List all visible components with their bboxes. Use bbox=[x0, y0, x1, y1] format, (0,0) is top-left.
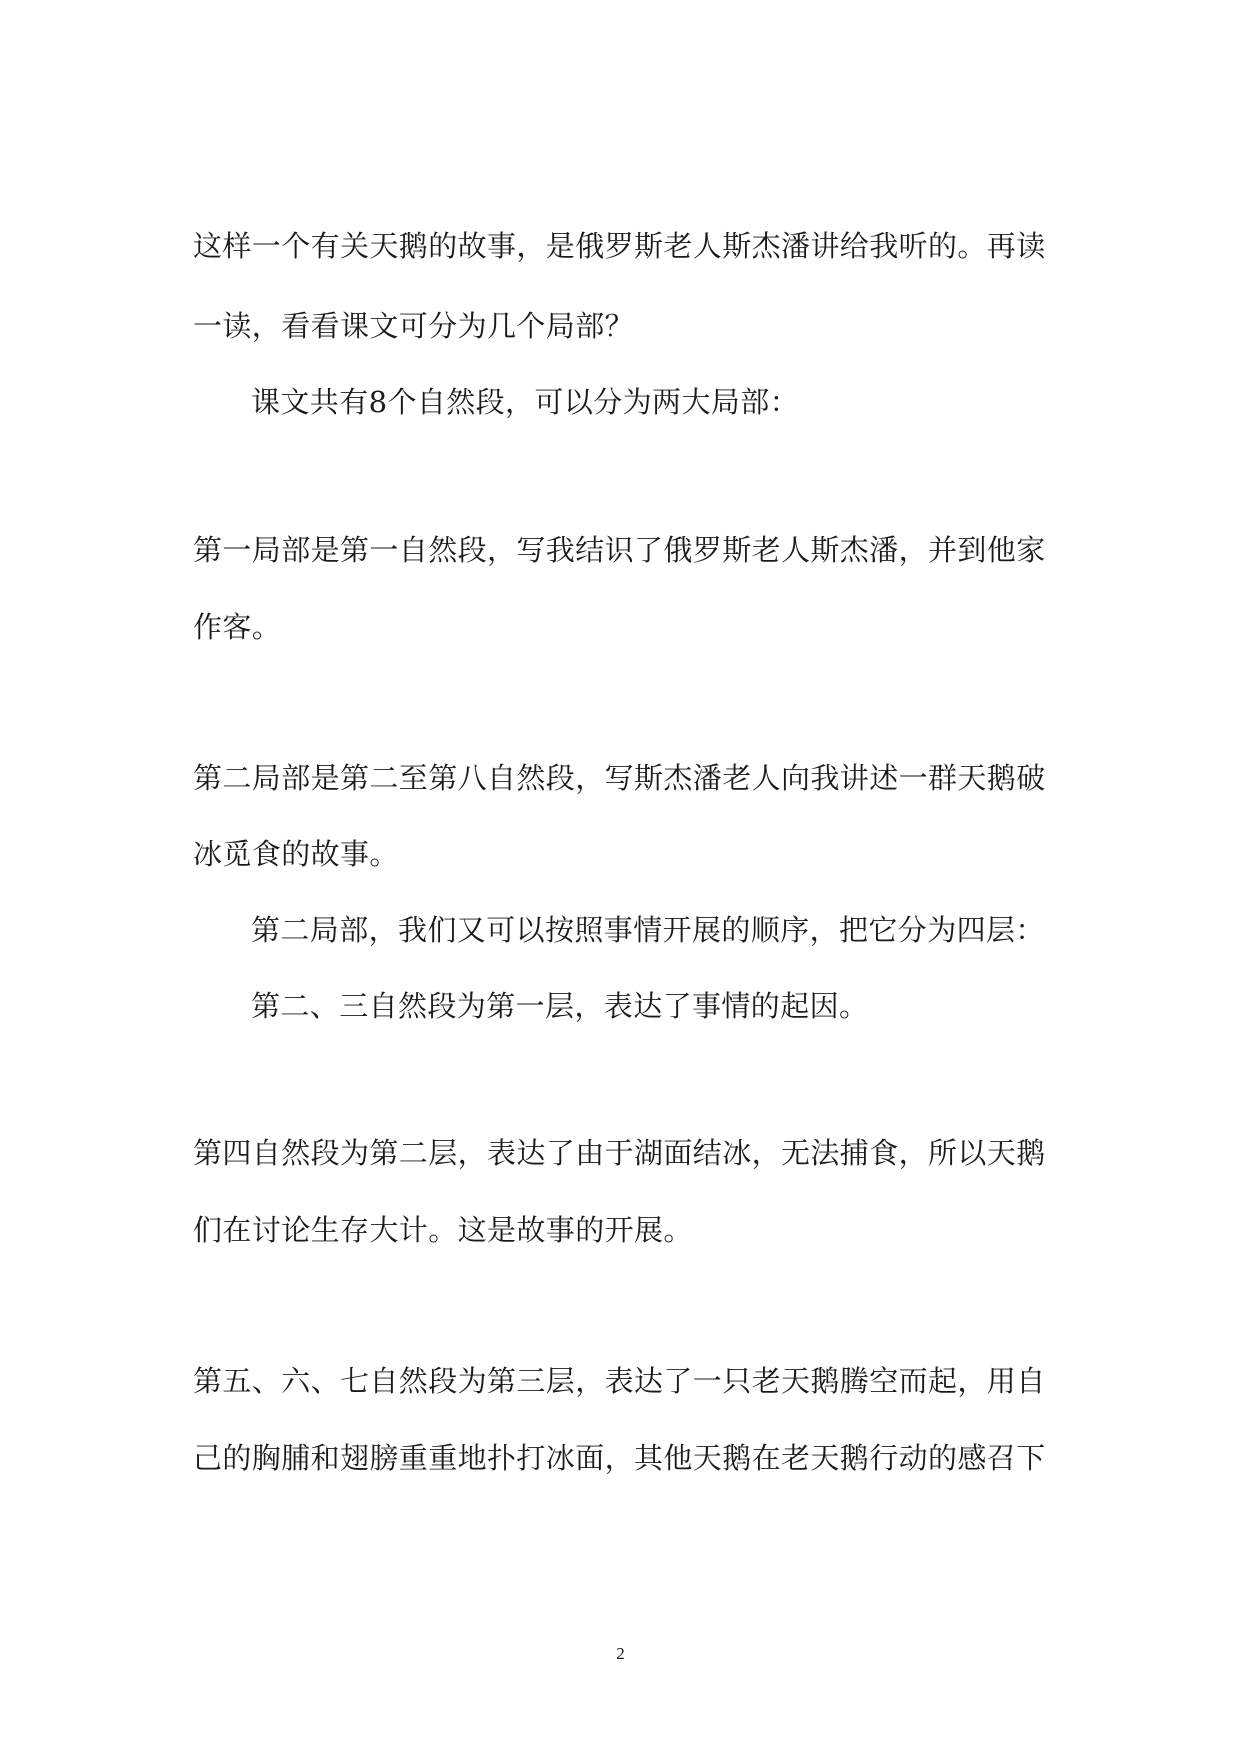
text-line-1: 这样一个有关天鹅的故事，是俄罗斯老人斯杰潘讲给我听的。再读 bbox=[193, 229, 1046, 263]
text-line-3: 课文共有8个自然段，可以分为两大局部： bbox=[251, 385, 800, 419]
text-line-2: 一读，看看课文可分为几个局部？ bbox=[193, 309, 635, 343]
text-line-12: 第五、六、七自然段为第三层，表达了一只老天鹅腾空而起，用自 bbox=[193, 1364, 1046, 1398]
page-number: 2 bbox=[616, 1644, 625, 1663]
text-line-13: 己的胸脯和翅膀重重地扑打冰面，其他天鹅在老天鹅行动的感召下 bbox=[193, 1441, 1046, 1475]
text-line-11: 们在讨论生存大计。这是故事的开展。 bbox=[193, 1213, 693, 1247]
text-line-7: 冰觅食的故事。 bbox=[193, 837, 399, 871]
text-line-8: 第二局部，我们又可以按照事情开展的顺序，把它分为四层： bbox=[251, 913, 1045, 947]
text-line-5: 作客。 bbox=[193, 610, 282, 644]
text-line-10: 第四自然段为第二层，表达了由于湖面结冰，无法捕食，所以天鹅 bbox=[193, 1136, 1046, 1170]
text-line-4: 第一局部是第一自然段，写我结识了俄罗斯老人斯杰潘，并到他家 bbox=[193, 533, 1046, 567]
text-line-6: 第二局部是第二至第八自然段，写斯杰潘老人向我讲述一群天鹅破 bbox=[193, 761, 1046, 795]
text-line-9: 第二、三自然段为第一层，表达了事情的起因。 bbox=[251, 989, 869, 1023]
